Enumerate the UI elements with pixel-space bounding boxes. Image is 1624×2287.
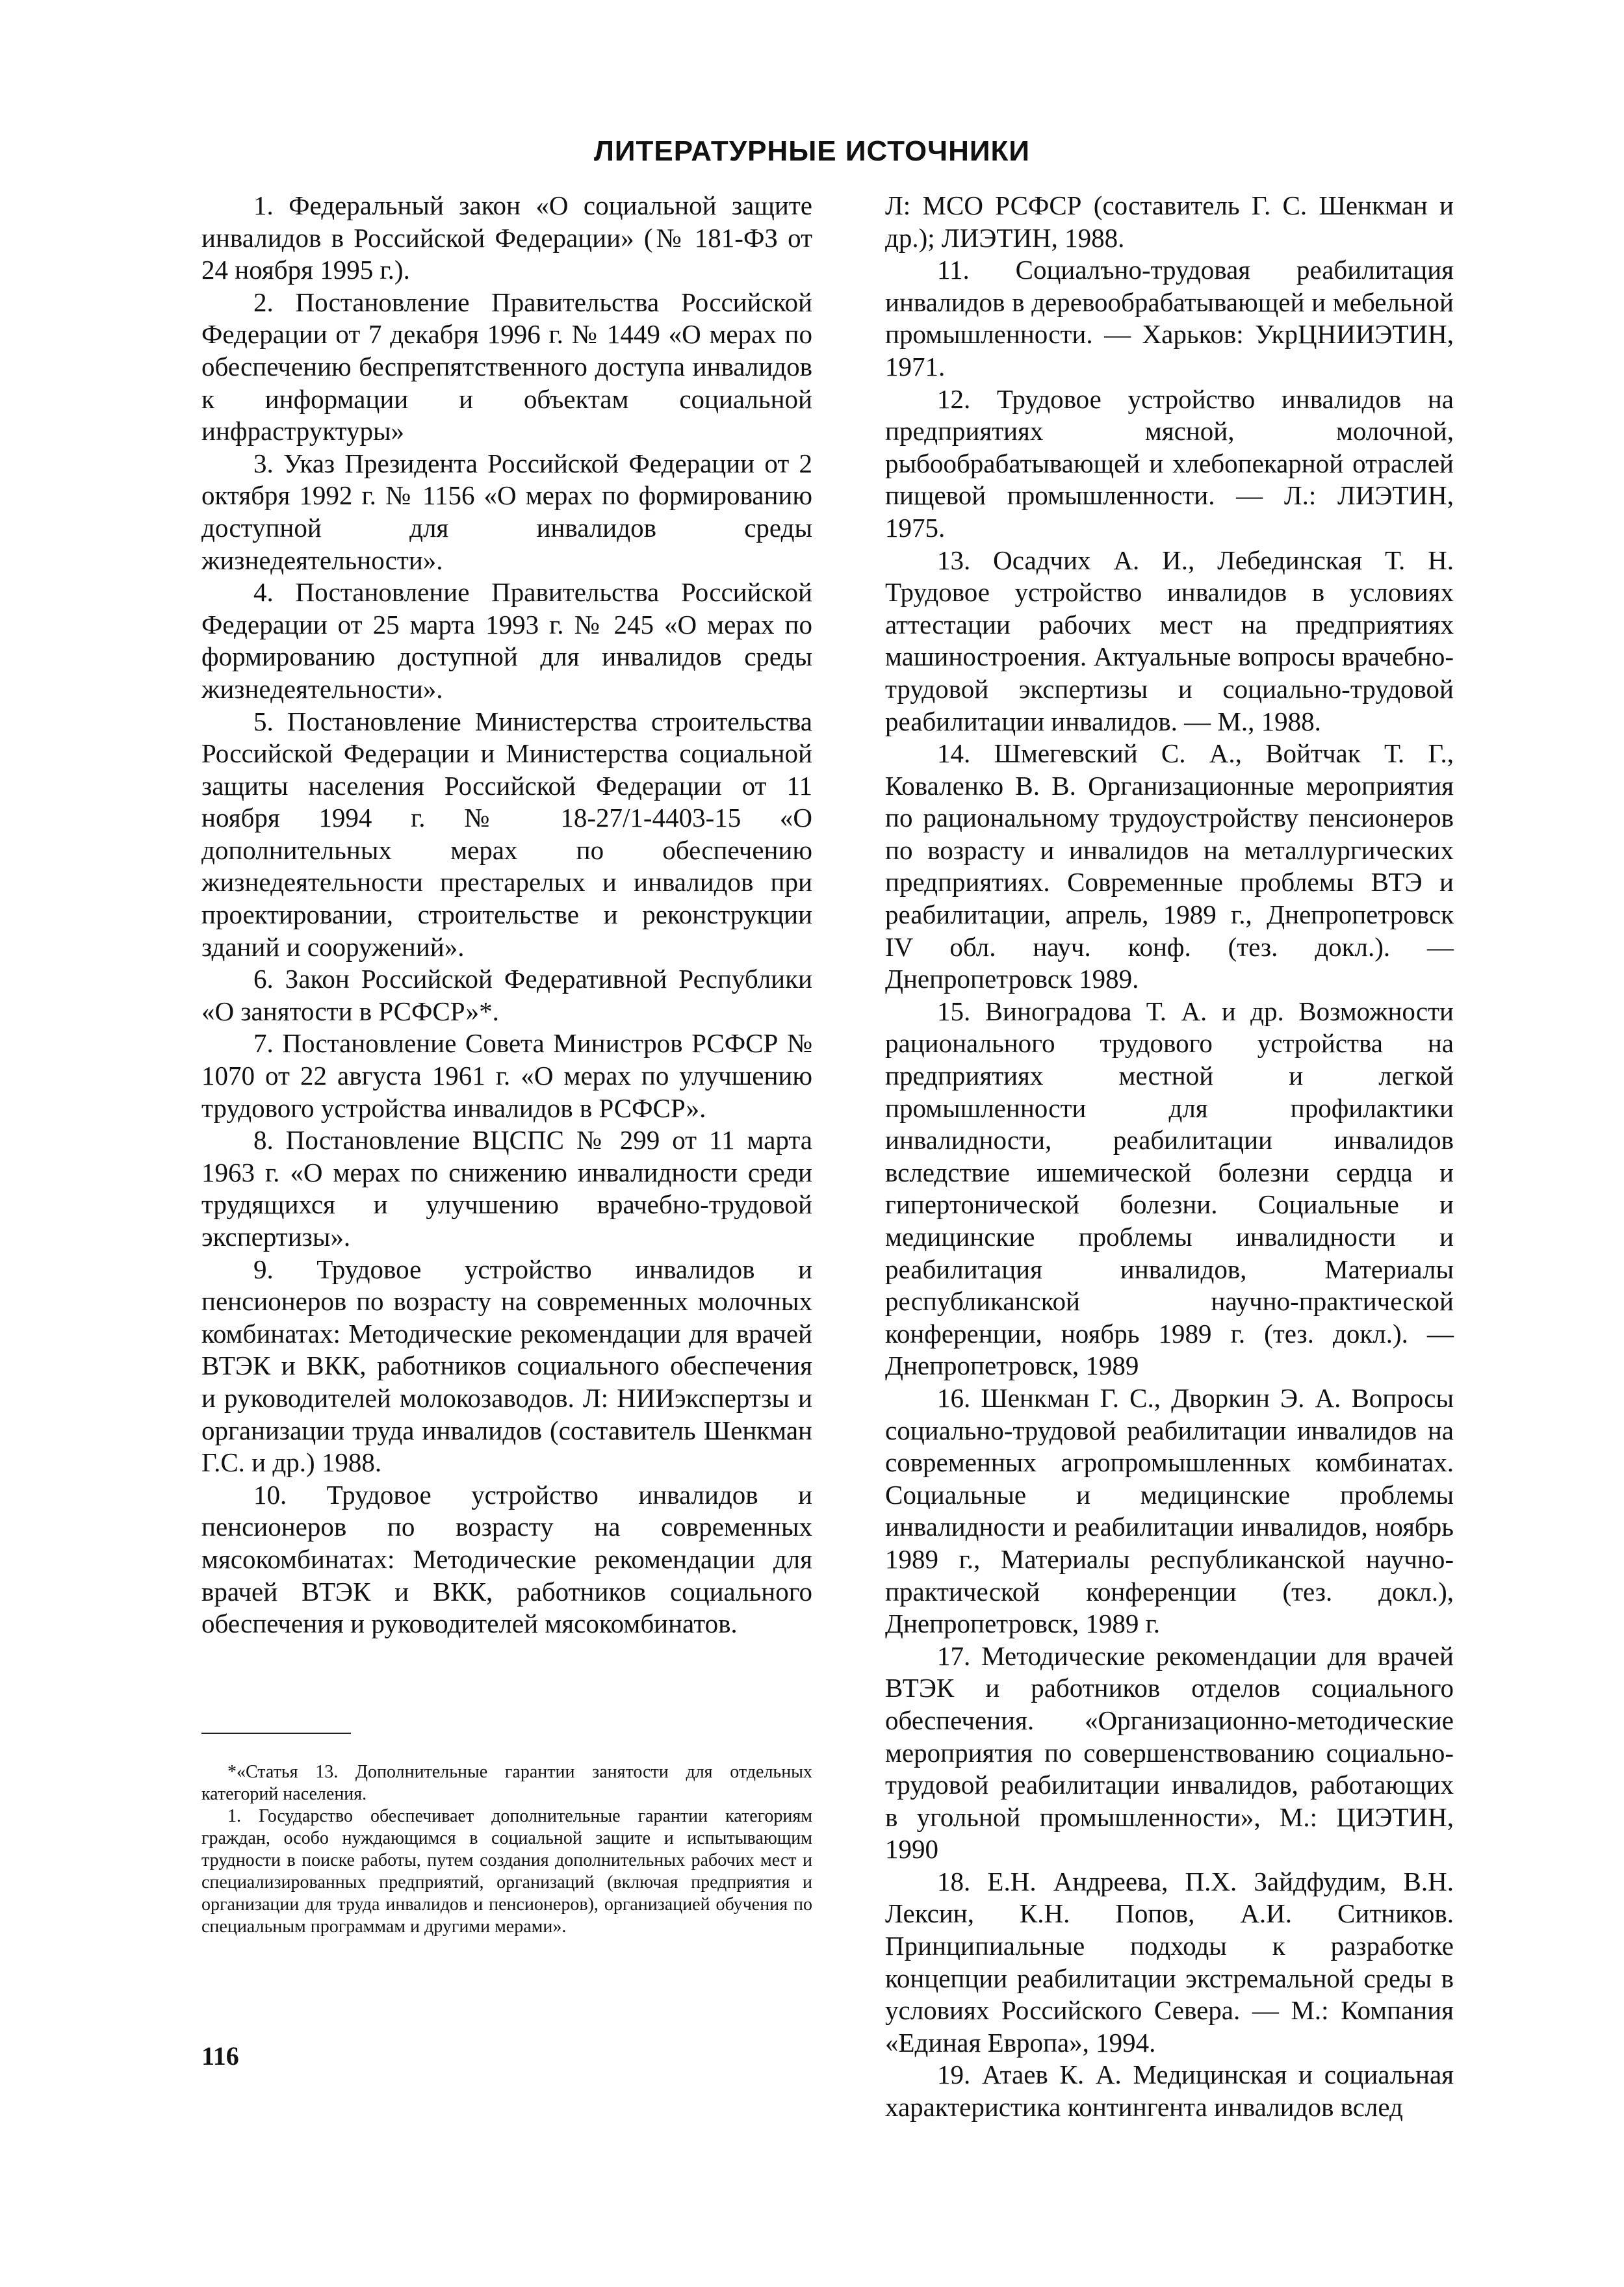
reference-item: 2. Постановление Правительства Российской Федерации от 7 декабря 1996 г. № 1449 «О мерах по обеспечению беспрепятственного доступа инвалидов к информации и объектам социальной инфраструктуры»	[201, 287, 812, 446]
reference-item: 12. Трудовое устройство инвалидов на предприятиях мясной, молочной, рыбообрабатывающей и хлебопекарной отраслей пищевой промышленности. — Л.: ЛИЭТИН, 1975.	[885, 383, 1454, 543]
reference-item: 4. Постановление Правительства Российской Федерации от 25 марта 1993 г. № 245 «О мерах по формированию доступной для инвалидов среды жизнедеятельности».	[201, 577, 812, 704]
reference-item: 10. Трудовое устройство инвалидов и пенсионеров по возрасту на современных мясокомбинатах: Методические рекомендации для врачей ВТЭК и ВКК, работников социального обеспечения и руководителей мясокомбинатов.	[201, 1479, 812, 1639]
page-title: ЛИТЕРАТУРНЫЕ ИСТОЧНИКИ	[594, 135, 1030, 167]
reference-item: 3. Указ Президента Российской Федерации от 2 октября 1992 г. № 1156 «О мерах по формированию доступной для инвалидов среды жизнедеятельности».	[201, 448, 812, 575]
reference-item: 16. Шенкман Г. С., Дворкин Э. А. Вопросы социально-трудовой реабилитации инвалидов на современных агропромышленных комбинатах. Социальные и медицинские проблемы инвалидности и реабилитации инвалидов, ноябрь 1989 г., Материалы республиканской научно-практической конференции (тез. докл.), Днепропетровск, 1989 г.	[885, 1382, 1454, 1639]
footnote-line: *«Статья 13. Дополнительные гарантии занятости для отдельных категорий населения.	[201, 1762, 812, 1804]
reference-item: 14. Шмегевский С. А., Войтчак Т. Г., Коваленко В. В. Организационные мероприятия по рациональному трудоустройству пенсионеров по возрасту и инвалидов на металлургических предприятиях. Современные проблемы ВТЭ и реабилитации, апрель, 1989 г., Днепропетровск IV обл. науч. конф. (тез. докл.). — Днепропетровск 1989.	[885, 738, 1454, 994]
footnote-divider	[201, 1733, 351, 1734]
footnote	[201, 1761, 812, 1938]
reference-item: 13. Осадчих А. И., Лебединская Т. Н. Трудовое устройство инвалидов в условиях аттестации рабочих мест на предприятиях машиностроения. Актуальные вопросы врачебно-трудовой экспертизы и социально-трудовой реабилитации инвалидов. — М., 1988.	[885, 545, 1454, 736]
reference-item: 19. Атаев К. А. Медицинская и социальная характеристика контингента инвалидов вслед	[885, 2060, 1454, 2123]
reference-item: 11. Социалъно-трудовая реабилитация инвалидов в деревообрабатывающей и мебельной промышленности. — Харьков: УкрЦНИИЭТИН, 1971.	[885, 255, 1454, 381]
reference-item: 9. Трудовое устройство инвалидов и пенсионеров по возрасту на современных молочных комбинатах: Методические рекомендации для врачей ВТЭК и ВКК, работников социального обеспечения и руководителей молокозаводов. Л: НИИэкспертзы и организации труда инвалидов (составитель Шенкман Г.С. и др.) 1988.	[201, 1254, 812, 1478]
reference-item: 17. Методические рекомендации для врачей ВТЭК и работников отделов социального обеспечения. «Организационно-методические мероприятия по совершенствованию социально-трудовой реабилитации инвалидов, работающих в угольной промышленности», М.: ЦИЭТИН, 1990	[885, 1640, 1454, 1865]
reference-item: 15. Виноградова Т. А. и др. Возможности рационального трудового устройства на предприятиях местной и легкой промышленности для профилактики инвалидности, реабилитации инвалидов вследствие ишемической болезни сердца и гипертонической болезни. Социальные и медицинские проблемы инвалидности и реабилитация инвалидов, Материалы республиканской научно-практической конференции, ноябрь 1989 г. (тез. докл.). — Днепропетровск, 1989	[885, 996, 1454, 1381]
reference-item: 18. Е.Н. Андреева, П.Х. Зайдфудим, В.Н. Лексин, К.Н. Попов, А.И. Ситников. Принципиальные подходы к разработке концепции реабилитации экстремальной среды в условиях Российского Севера. — М.: Компания «Единая Европа», 1994.	[885, 1866, 1454, 2058]
references-right-column	[885, 190, 1454, 2124]
page-number: 116	[201, 2041, 239, 2071]
footnote-line: 1. Государство обеспечивает дополнительные гарантии категориям граждан, особо нуждающимся в социальной защите и испытывающим трудности в поиске работы, путем создания дополнительных рабочих мест и специализированных предприятий, организаций (включая предприятия и организации для труда инвалидов и пенсионеров), организацией обучения по специальным программам и другими мерами».	[201, 1806, 812, 1937]
reference-item: 1. Федеральный закон «О социальной защите инвалидов в Российской Федерации» (№ 181-ФЗ от 24 ноября 1995 г.).	[201, 190, 812, 285]
reference-item: 6. Закон Российской Федеративной Республики «О занятости в РСФСР»*.	[201, 964, 812, 1026]
reference-item: 7. Постановление Совета Министров РСФСР № 1070 от 22 августа 1961 г. «О мерах по улучшению трудового устройства инвалидов в РСФСР».	[201, 1028, 812, 1123]
reference-item: 5. Постановление Министерства строительства Российской Федерации и Министерства социальной защиты населения Российской Федерации от 11 ноября 1994 г. № 18-27/1-4403-15 «О дополнительных мерах по обеспечению жизнедеятельности престарелых и инвалидов при проектировании, строительстве и реконструкции зданий и сооружений».	[201, 706, 812, 962]
references-left-column	[201, 190, 812, 1640]
reference-item: 8. Постановление ВЦСПС № 299 от 11 марта 1963 г. «О мерах по снижению инвалидности среди трудящихся и улучшению врачебно-трудовой экспертизы».	[201, 1125, 812, 1252]
reference-continuation: Л: МСО РСФСР (составитель Г. С. Шенкман и др.); ЛИЭТИН, 1988.	[885, 190, 1454, 253]
